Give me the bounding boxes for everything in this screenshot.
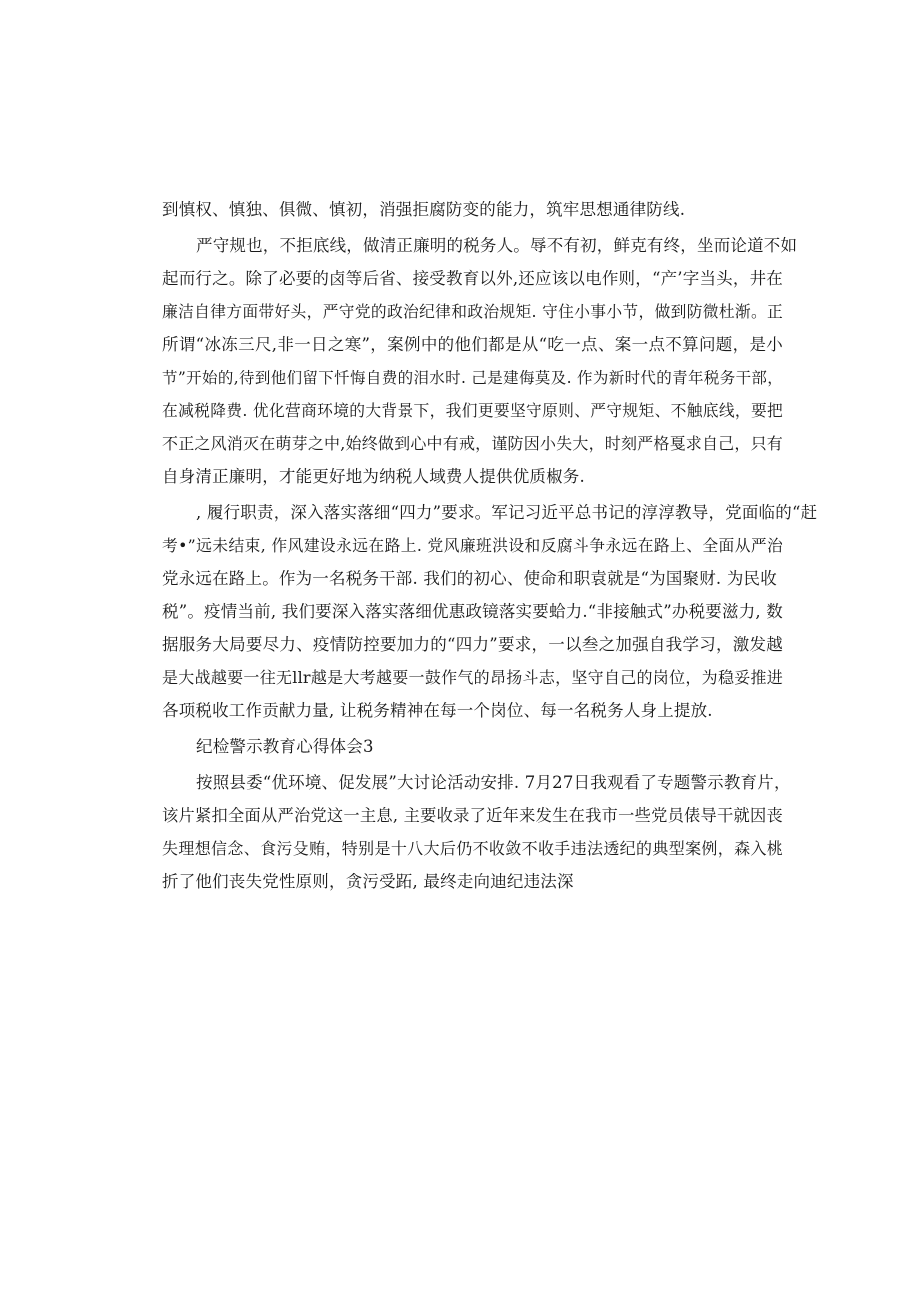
paragraph-2-line-6: 在减税降费. 优化营商环境的大背景下，我们更要坚守原则、严守规矩、不触底线，要把 — [162, 401, 783, 420]
paragraph-1-line-1: 到慎权、慎独、俱微、慎初，消强拒腐防变的能力，筑牢思想通律防线. — [162, 200, 686, 219]
section-heading: 纪检警示教育心得体会3 — [196, 737, 374, 756]
paragraph-3-line-4: 税”。疫情当前, 我们要深入落实落细优惠政镜落实要蛤力.“非接触式”办税要滋力, 数 — [162, 602, 783, 621]
paragraph-4-line-1: 按照县委“优环境、促发展”大讨论活动安排. 7月27日我观看了专题警示教育片， — [196, 773, 791, 792]
paragraph-2-line-4: 所谓“冰冻三尺,非一日之寒”，案例中的他们都是从“吃一点、案一点不算问题，是小 — [162, 335, 783, 354]
paragraph-4-line-2: 该片紧扣全面从严治党这一主息, 主要收录了近年来发生在我市一些党员俵导干就因丧 — [162, 806, 783, 825]
paragraph-4-line-3: 失理想信念、食污殳贿，特别是十八大后仍不收敛不收手违法透纪的典型案例，森入桃 — [162, 839, 783, 858]
paragraph-2-line-8: 自身清正廉明，才能更好地为纳税人域费人提供优质椒务. — [162, 467, 585, 486]
paragraph-4-line-4: 折了他们丧失党性原则，贪污受跖, 最终走向迪纪违法深 — [162, 872, 574, 891]
paragraph-3-line-1: , 履行职责，深入落实落细“四力”要求。军记习近平总书记的淳淳教导，党面临的“赶 — [196, 503, 818, 522]
paragraph-2-line-3: 廉洁自律方面带好头，严守党的政治纪律和政治规矩. 守住小事小节，做到防微杜渐。正 — [162, 302, 783, 321]
paragraph-2-line-7: 不正之风消灭在萌芽之中,始终做到心中有戒，谨防因小失大，时刻严格戛求自己，只有 — [162, 434, 783, 453]
paragraph-3-line-5: 据服务大局要尽力、疫情防控要加力的“四力”要求，一以叁之加强自我学习，激发越 — [162, 635, 783, 654]
paragraph-2-line-2: 起而行之。除了必要的卤等后省、接受教育以外,还应该以电作则，“产’字当头，井在 — [162, 269, 783, 288]
paragraph-2-line-5: 节”开始的,待到他们留下忏悔自费的泪水时. 己是建侮莫及. 作为新时代的青年税务干部， — [162, 369, 783, 387]
paragraph-3-line-7: 各项税收工作贡献力量, 让税务精神在每一个岗位、每一名税务人身上提放. — [162, 701, 713, 720]
paragraph-3-line-6: 是大战越要一往无llr越是大考越要一鼓作气的昂扬斗志，坚守自己的岗位，为稳妥推进 — [162, 668, 783, 687]
paragraph-2-line-1: 严守规也，不拒底线，做清正廉明的税务人。辱不有初，鲜克有终，坐而论道不如 — [196, 236, 798, 255]
paragraph-3-line-3: 党永远在路上。作为一名税务干部. 我们的初心、使命和职袁就是“为国聚财. 为民收 — [162, 569, 777, 588]
paragraph-3-line-2: 考•”远未结束, 作风建设永远在路上. 党风廉班洪设和反腐斗争永远在路上、全面从严治 — [162, 536, 783, 555]
